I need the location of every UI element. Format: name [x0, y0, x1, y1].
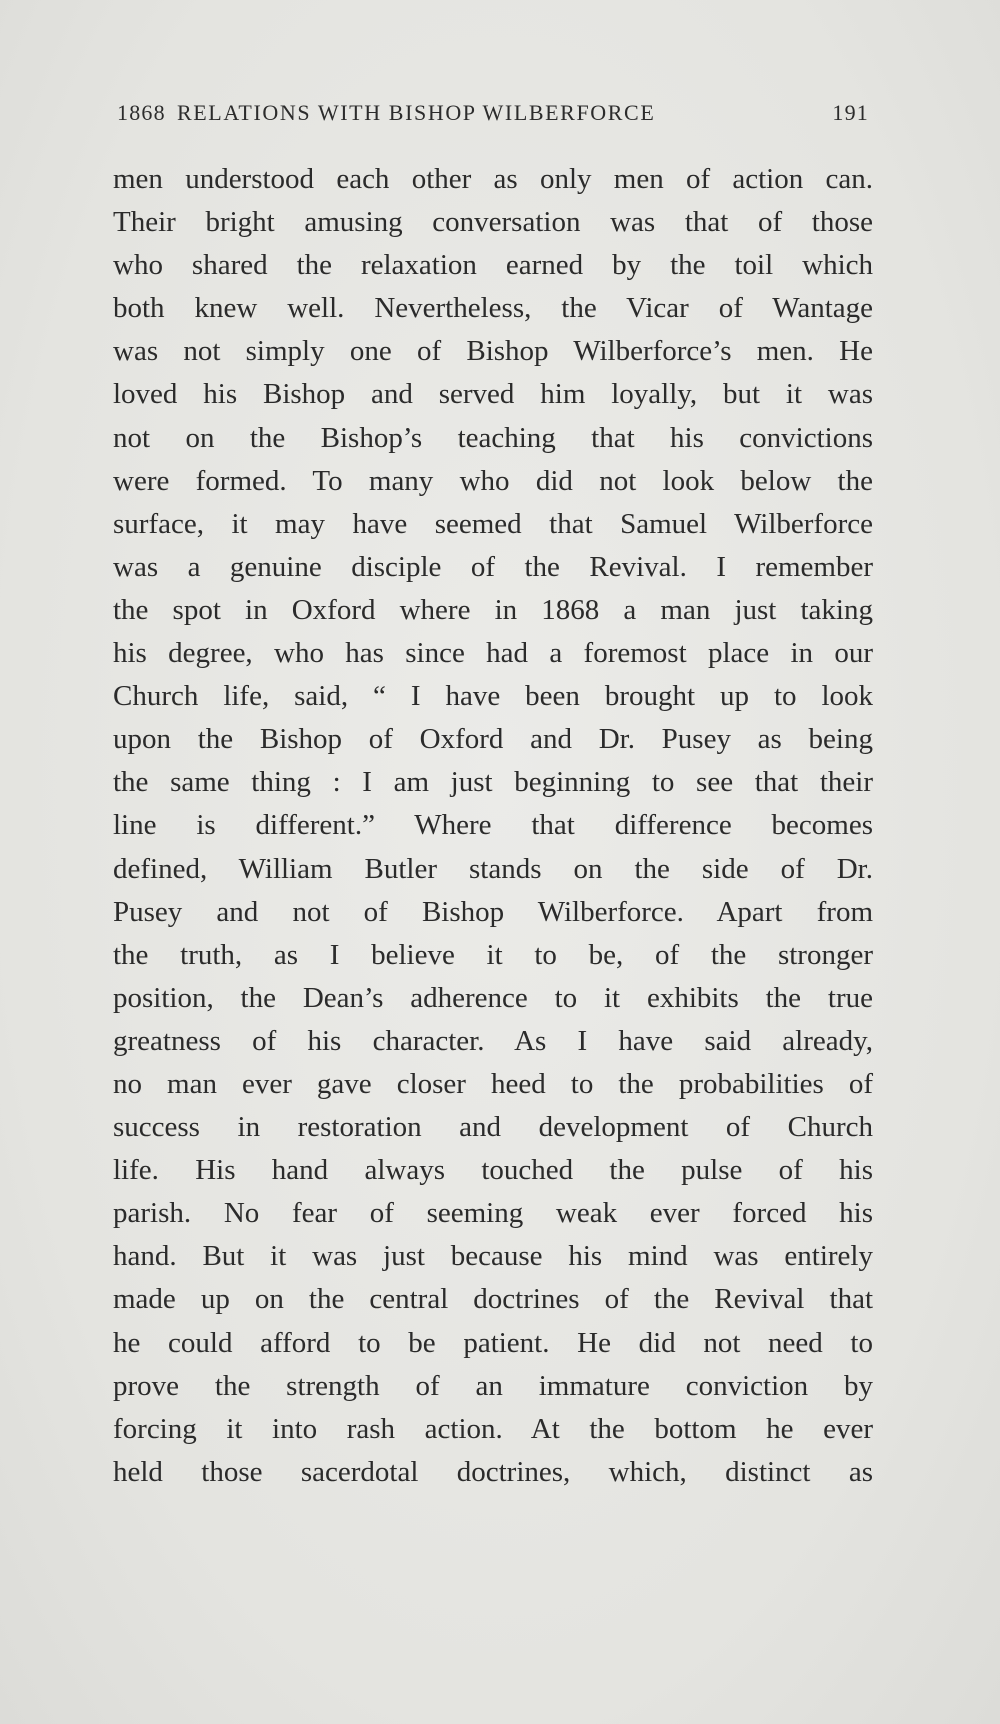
text-line: was not simply one of Bishop Wilberforce’s men. He: [113, 335, 873, 368]
text-line: prove the strength of an immature conviction by: [113, 1369, 873, 1402]
text-line: Pusey and not of Bishop Wilberforce. Apart from: [113, 895, 873, 928]
body-text: [113, 158, 873, 1494]
text-line: his degree, who has since had a foremost place in our: [113, 637, 873, 670]
text-line: both knew well. Nevertheless, the Vicar of Wantage: [113, 292, 873, 325]
text-line: Church life, said, “ I have been brought up to look: [113, 680, 873, 713]
text-line: position, the Dean’s adherence to it exhibits the true: [113, 981, 873, 1014]
text-line: who shared the relaxation earned by the toil which: [113, 249, 873, 282]
text-line: defined, William Butler stands on the side of Dr.: [113, 852, 873, 885]
running-head-year: 1868: [117, 100, 166, 125]
text-line: upon the Bishop of Oxford and Dr. Pusey as being: [113, 723, 873, 756]
text-line: greatness of his character. As I have said already,: [113, 1024, 873, 1057]
text-line: success in restoration and development of Church: [113, 1111, 873, 1144]
text-line: not on the Bishop’s teaching that his convictions: [113, 421, 873, 454]
text-line: Their bright amusing conversation was that of those: [113, 206, 873, 239]
text-line: made up on the central doctrines of the Revival that: [113, 1283, 873, 1316]
text-line: line is different.” Where that difference becomes: [113, 809, 873, 842]
text-line: the truth, as I believe it to be, of the stronger: [113, 938, 873, 971]
text-line: life. His hand always touched the pulse of his: [113, 1154, 873, 1187]
text-line: parish. No fear of seeming weak ever forced his: [113, 1197, 873, 1230]
text-line: men understood each other as only men of action can.: [113, 163, 873, 195]
text-line: he could afford to be patient. He did not need to: [113, 1326, 873, 1359]
running-head: [117, 96, 869, 130]
text-line: the same thing : I am just beginning to see that their: [113, 766, 873, 799]
text-line: forcing it into rash action. At the bottom he ever: [113, 1412, 873, 1445]
text-line: the spot in Oxford where in 1868 a man just taking: [113, 593, 873, 626]
text-line: held those sacerdotal doctrines, which, distinct as: [113, 1455, 873, 1488]
text-line: no man ever gave closer heed to the probabilities of: [113, 1067, 873, 1100]
text-line: loved his Bishop and served him loyally, but it was: [113, 378, 873, 411]
text-line: hand. But it was just because his mind was entirely: [113, 1240, 873, 1273]
text-line: were formed. To many who did not look below the: [113, 464, 873, 497]
page-number: 191: [832, 100, 869, 125]
text-line: surface, it may have seemed that Samuel Wilberforce: [113, 507, 873, 540]
text-line: was a genuine disciple of the Revival. I remember: [113, 550, 873, 583]
running-head-title: RELATIONS WITH BISHOP WILBERFORCE: [177, 100, 656, 125]
